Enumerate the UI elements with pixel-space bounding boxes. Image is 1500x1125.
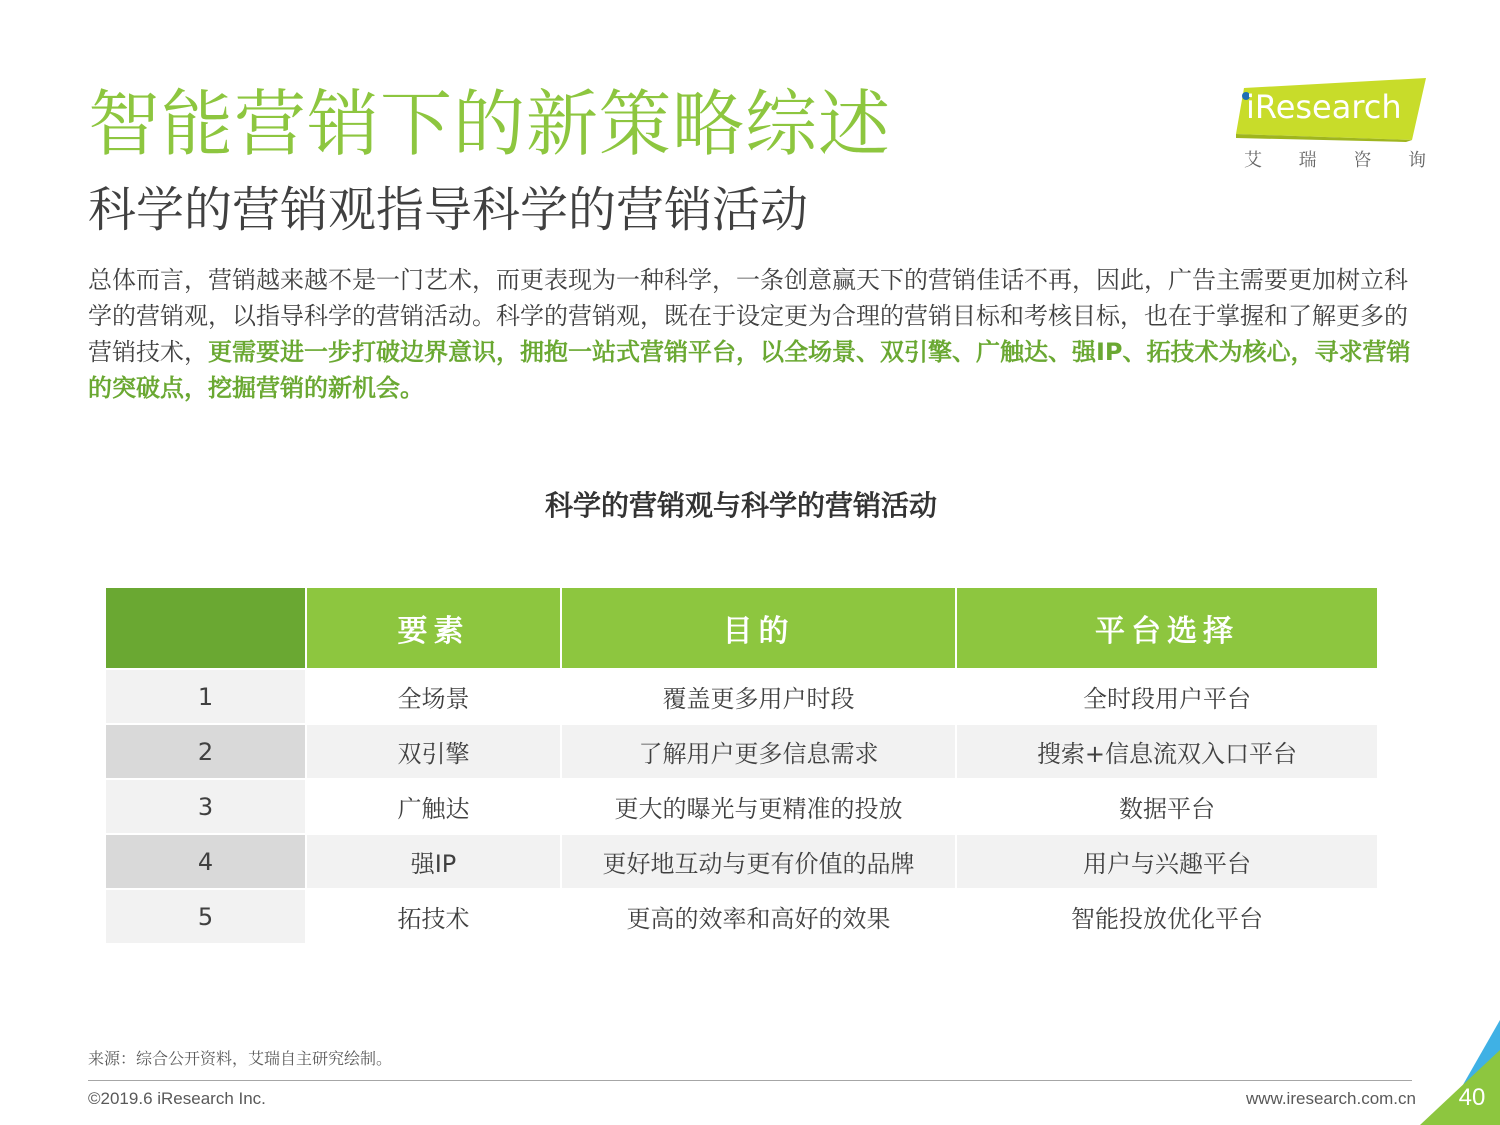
source-note: 来源：综合公开资料，艾瑞自主研究绘制。 (88, 1049, 393, 1068)
header-cell-purpose: 目的 (561, 588, 956, 669)
cell-platform: 数据平台 (956, 779, 1377, 834)
iresearch-logo (1236, 78, 1426, 178)
cell-purpose: 更高的效率和高好的效果 (561, 889, 956, 943)
table-title: 科学的营销观与科学的营销活动 (544, 489, 937, 522)
summary-highlight: 更需要进一步打破边界意识，拥抱一站式营销平台，以全场景、双引擎、广触达、强IP、拓技术为核心，寻求营销的突破点，挖掘营销的新机会。 (88, 338, 1411, 402)
summary-text: 总体而言，营销越来越不是一门艺术，而更表现为一种科学，一条创意赢天下的营销佳话不再，因此，广告主需要更加树立科学的营销观，以指导科学的营销活动。科学的营销观，既在于设定更为合理的营销目标和考核目标，也在于掌握和了解更多的营销技术， (88, 266, 1408, 366)
table-row (106, 779, 1377, 834)
cell-platform: 全时段用户平台 (956, 669, 1377, 724)
logo-char: 艾 (1244, 150, 1262, 171)
cell-platform: 智能投放优化平台 (956, 889, 1377, 943)
header-cell-element: 要素 (306, 588, 561, 669)
logo-text: iResearch (1246, 88, 1402, 126)
table-row (106, 724, 1377, 779)
logo-char: 瑞 (1298, 150, 1317, 171)
copyright: ©2019.6 iResearch Inc. (88, 1089, 266, 1108)
cell-element: 广触达 (306, 779, 561, 834)
table-header-row (106, 588, 1377, 669)
footer-divider (88, 1080, 1412, 1081)
cell-platform: 搜索+信息流双入口平台 (956, 724, 1377, 779)
header-cell-platform: 平台选择 (956, 588, 1377, 669)
summary-paragraph (88, 262, 1418, 406)
cell-purpose: 覆盖更多用户时段 (561, 669, 956, 724)
page-subtitle: 科学的营销观指导科学的营销活动 (88, 182, 809, 238)
page-title: 智能营销下的新策略综述 (88, 82, 892, 166)
marketing-table (106, 588, 1377, 943)
cell-element: 拓技术 (306, 889, 561, 943)
page-number: 40 (1458, 1084, 1486, 1111)
row-number: 5 (106, 889, 306, 943)
cell-purpose: 了解用户更多信息需求 (561, 724, 956, 779)
table-row (106, 889, 1377, 943)
cell-element: 全场景 (306, 669, 561, 724)
logo-char: 询 (1407, 150, 1426, 171)
cell-element: 双引擎 (306, 724, 561, 779)
row-number: 1 (106, 669, 306, 724)
table-row (106, 834, 1377, 889)
cell-platform: 用户与兴趣平台 (956, 834, 1377, 889)
header-cell-corner (106, 588, 306, 669)
cell-purpose: 更大的曝光与更精准的投放 (561, 779, 956, 834)
logo-char: 咨 (1353, 150, 1372, 171)
cell-element: 强IP (306, 834, 561, 889)
website-url: www.iresearch.com.cn (1245, 1089, 1416, 1108)
logo-chinese-name (1244, 146, 1426, 172)
row-number: 4 (106, 834, 306, 889)
table-row (106, 669, 1377, 724)
cell-purpose: 更好地互动与更有价值的品牌 (561, 834, 956, 889)
row-number: 2 (106, 724, 306, 779)
row-number: 3 (106, 779, 306, 834)
